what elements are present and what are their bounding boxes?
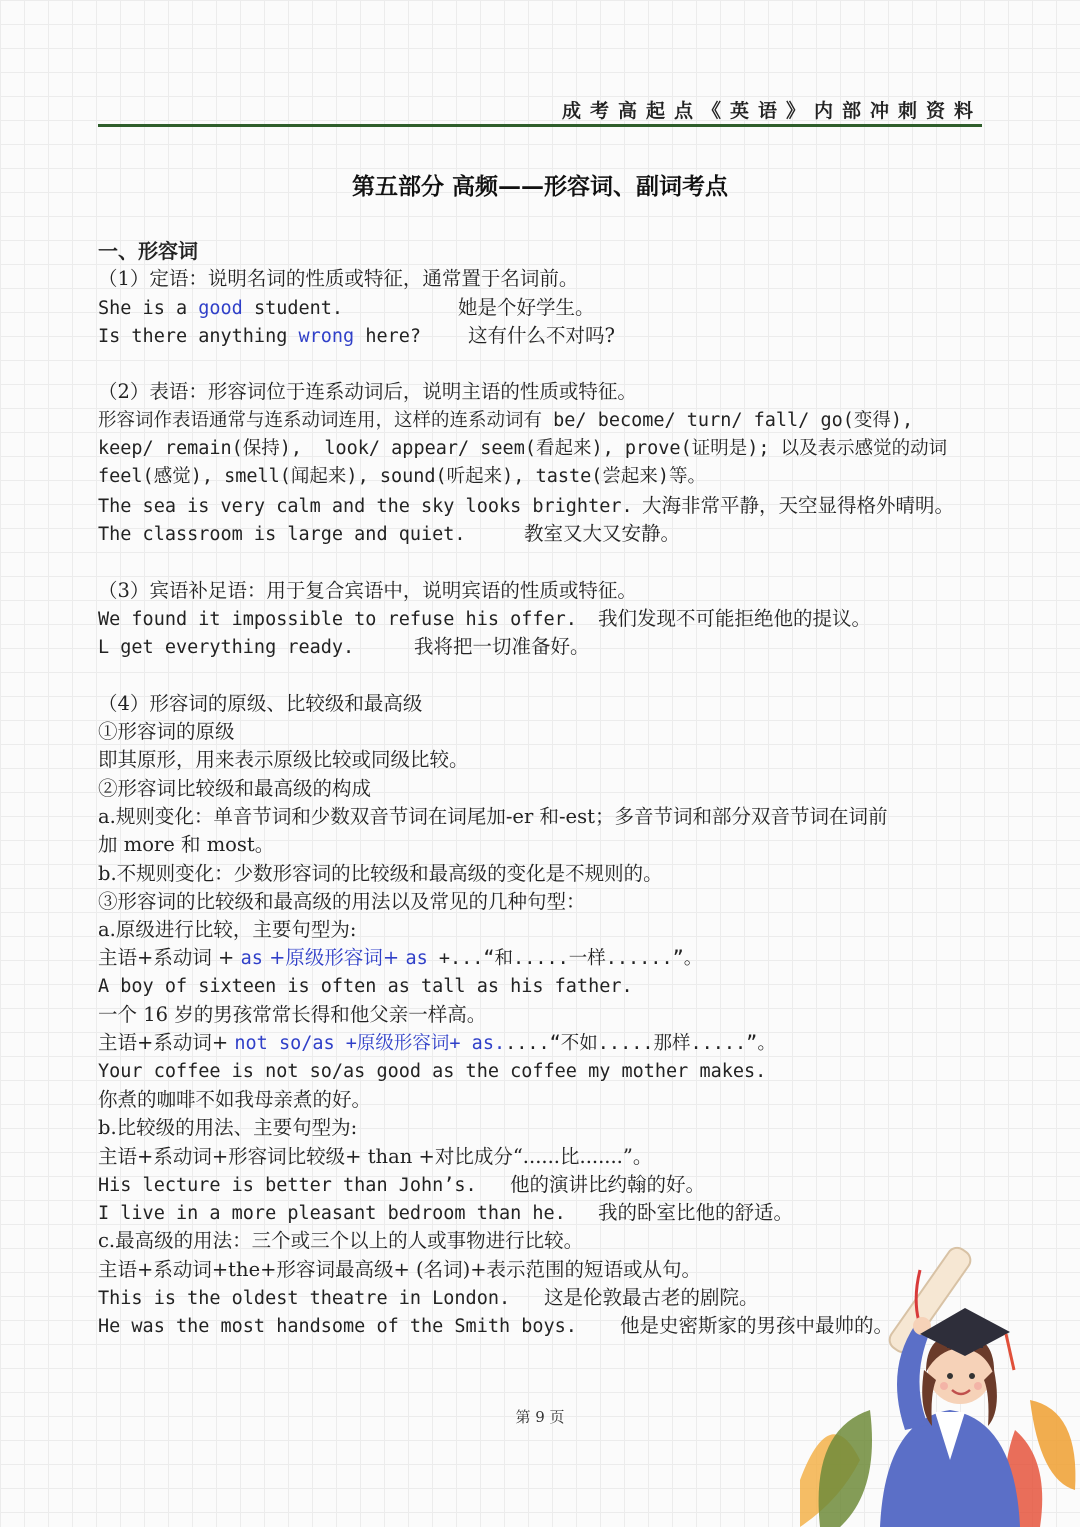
example-zh: 教室又大又安静。 [524,521,681,545]
example-zh: 大海非常平静，天空显得格外晴明。 [642,493,955,517]
p4-rule-a-2: 加 more 和 most。 [98,833,275,857]
example-zh: 这是伦敦最古老的剧院。 [544,1285,759,1309]
example-zh: 我将把一切准备好。 [414,635,590,659]
example-en: His lecture is better than John’s. [98,1174,477,1196]
pattern-2 [98,1029,982,1057]
example-zh: 我们发现不可能拒绝他的提议。 [598,606,872,630]
header-title: 成考高起点《英语》内部冲刺资料 [561,100,982,122]
keyword: as [240,948,263,970]
example-zh: 我的卧室比他的舒适。 [598,1201,794,1225]
example-zh: 这有什么不对吗? [468,323,615,347]
p4-example-3 [98,1171,982,1199]
example-en: He was the most handsome of the Smith boys. [98,1316,577,1338]
p4-usage-a: a.原级进行比较，主要句型为: [98,918,357,942]
p4-example-1-zh: 一个 16 岁的男孩常常长得和他父亲一样高。 [98,1003,487,1027]
example-en: The classroom is large and quiet. [98,523,466,545]
pattern-1 [98,944,982,972]
p4-example-4 [98,1199,982,1227]
p4-subheading-3: ③形容词的比较级和最高级的用法以及常见的几种句型： [98,889,586,913]
header-rule [98,124,982,127]
graduate-illustration [800,1230,1080,1527]
p3-example-1 [98,605,982,633]
keyword: as [405,948,428,970]
p4-label: （4）形容词的原级、比较级和最高级 [98,691,423,715]
p1-label: （1）定语：说明名词的性质或特征，通常置于名词前。 [98,267,579,291]
pattern-text: 主语+系动词+ [98,1031,235,1055]
p1-example-1 [98,294,982,322]
p2-example-2 [98,520,982,548]
pattern-3: 主语+系动词+形容词比较级+ than +对比成分“......比.......”。 [98,1144,653,1168]
keyword: good [198,297,243,319]
example-en: Is there anything [98,325,299,347]
pattern-text: 主语+系动词 + [98,946,241,970]
p2-label: （2）表语：形容词位于连系动词后，说明主语的性质或特征。 [98,380,637,404]
p3-example-2 [98,633,982,661]
example-en: I live in a more pleasant bedroom than he. [98,1203,566,1225]
p4-example-2-zh: 你煮的咖啡不如我母亲煮的好。 [98,1087,372,1111]
p4-usage-c: c.最高级的用法：三个或三个以上的人或事物进行比较。 [98,1229,584,1253]
p3-label: （3）宾语补足语：用于复合宾语中，说明宾语的性质或特征。 [98,578,637,602]
p2-text-2: keep/ remain(保持), look/ appear/ seem(看起来), prove(证明是); 以及表示感觉的动词 [98,438,948,460]
pattern-4: 主语+系动词+the+形容词最高级+ (名词)+表示范围的短语或从句。 [98,1257,702,1281]
p4-subheading-1: ①形容词的原级 [98,720,235,744]
p4-subheading-2: ②形容词比较级和最高级的构成 [98,776,372,800]
p4-text: 即其原形，用来表示原级比较或同级比较。 [98,748,469,772]
example-en: student. [242,297,344,319]
p2-text-3: feel(感觉), smell(闻起来), sound(听起来), taste(尝起来)等。 [98,466,707,488]
p4-example-1-en: A boy of sixteen is often as tall as his father. [98,975,633,997]
page-number: 第 9 页 [515,1408,565,1426]
p4-usage-b: b.比较级的用法、主要句型为: [98,1116,358,1140]
p2-text-1: 形容词作表语通常与连系动词连用，这样的连系动词有 be/ become/ turn/ fall/ go(变得), [98,409,914,431]
example-zh: 他的演讲比约翰的好。 [510,1172,706,1196]
example-en: This is the oldest theatre in London. [98,1287,511,1309]
keyword: +原级形容词+ [269,946,400,970]
section-heading: 一、形容词 [98,239,198,263]
example-en: She is a [98,297,199,319]
p4-rule-b: b.不规则变化：少数形容词的比较级和最高级的变化是不规则的。 [98,861,663,885]
example-zh: 她是个好学生。 [458,295,595,319]
example-zh: 他是史密斯家的男孩中最帅的。 [620,1314,894,1338]
p1-example-2 [98,322,982,350]
keyword: not so/as +原级形容词+ as. [234,1033,506,1055]
example-en: The sea is very calm and the sky looks brighter. [98,495,633,517]
p2-example-1 [98,492,982,520]
example-en: We found it impossible to refuse his offer. [98,608,577,630]
keyword: wrong [298,325,355,347]
pattern-text: +...“和.....一样......”。 [427,948,703,970]
document-body [98,237,982,1341]
p4-example-2-en: Your coffee is not so/as good as the coffee my mother makes. [98,1060,767,1082]
example-en: here? [354,325,422,347]
pattern-text: ....“不如.....那样.....”。 [505,1033,776,1055]
example-en: L get everything ready. [98,637,355,659]
page-title: 第五部分 高频——形容词、副词考点 [351,173,728,200]
p4-rule-a-1: a.规则变化：单音节词和少数双音节词在词尾加-er 和-est；多音节词和部分双音节词在词前 [98,804,888,828]
